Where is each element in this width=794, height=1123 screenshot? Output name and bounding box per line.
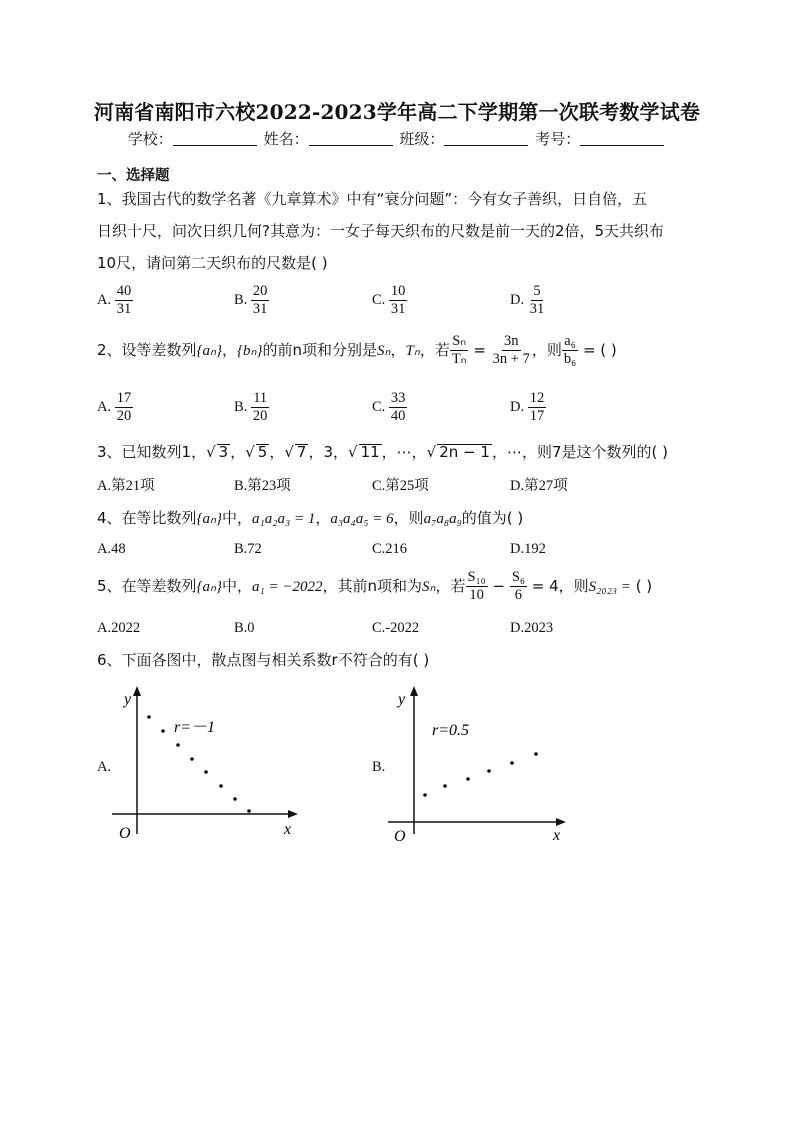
q1-option-c[interactable]: C. $\frac{10}{31}$ bbox=[372, 283, 406, 317]
data-point bbox=[443, 784, 447, 788]
x-axis-label: x bbox=[553, 827, 561, 844]
section-heading: 一、选择题 bbox=[97, 168, 170, 184]
page-title: 河南省南阳市六校2022-2023学年高二下学期第一次联考数学试卷 bbox=[93, 100, 701, 124]
fraction: $\frac{5}{31}$ bbox=[529, 283, 545, 317]
origin-label: O bbox=[394, 828, 406, 844]
fraction: $\frac{12}{17}$ bbox=[529, 390, 545, 424]
q4-stem: 4、在等比数列{aₙ}中，a₁a₂a₃ = 1，a₃a₄a₅ = 6，则a₇a₈a₉的值为( ) bbox=[97, 509, 524, 527]
class-blank[interactable] bbox=[444, 131, 528, 146]
x-axis-arrow-icon bbox=[556, 818, 566, 826]
q5-option-b[interactable]: B.0 bbox=[234, 620, 255, 636]
y-axis-arrow-icon bbox=[133, 686, 141, 696]
fraction: $\frac{\text{Sₙ}}{\text{Tₙ}}$ bbox=[451, 333, 467, 367]
q1-option-a[interactable]: A. $\frac{40}{31}$ bbox=[97, 283, 132, 317]
fraction: $\frac{33}{40}$ bbox=[390, 390, 406, 424]
q6-stem: 6、下面各图中，散点图与相关系数r不符合的有( ) bbox=[97, 651, 430, 669]
name-blank[interactable] bbox=[309, 131, 393, 146]
q3-option-c[interactable]: C.第25项 bbox=[372, 478, 429, 494]
scatter-plot-a bbox=[112, 684, 302, 844]
fraction: $\frac{10}{31}$ bbox=[390, 283, 406, 317]
student-info-line bbox=[0, 128, 794, 149]
number-blank[interactable] bbox=[580, 131, 664, 146]
name-label: 姓名： bbox=[263, 130, 309, 148]
data-point bbox=[423, 793, 427, 797]
q4-option-a[interactable]: A.48 bbox=[97, 541, 126, 557]
q4-option-c[interactable]: C.216 bbox=[372, 541, 408, 557]
scatter-plot-b bbox=[388, 684, 578, 844]
school-label: 学校： bbox=[127, 130, 173, 148]
origin-label: O bbox=[119, 825, 131, 842]
school-blank[interactable] bbox=[173, 131, 257, 146]
data-point bbox=[204, 770, 208, 774]
fraction: $\frac{\text{S₆}}{6}$ bbox=[511, 569, 525, 603]
q1-option-b[interactable]: B. $\frac{20}{31}$ bbox=[234, 283, 268, 317]
fraction: $\frac{40}{31}$ bbox=[116, 283, 132, 317]
q5-stem: 5、在等差数列{aₙ}中，a₁ = −2022，其前n项和为Sₙ，若 $\frac{\text{S₁₀}}{10}$ − $\frac{\text{S₆}}{6}$ = 4，则S₂₀₂₃ = ( ) bbox=[97, 569, 653, 603]
data-point bbox=[161, 729, 165, 733]
x-axis-label: x bbox=[284, 821, 292, 838]
data-point bbox=[190, 757, 194, 761]
q4-option-d[interactable]: D.192 bbox=[510, 541, 546, 557]
y-axis-label: y bbox=[124, 691, 132, 708]
q2-option-b[interactable]: B. $\frac{11}{20}$ bbox=[234, 390, 268, 424]
correlation-label: r=－1 bbox=[174, 719, 216, 736]
q5-option-d[interactable]: D.2023 bbox=[510, 620, 554, 636]
data-point bbox=[247, 809, 251, 813]
q1-option-d[interactable]: D. $\frac{5}{31}$ bbox=[510, 283, 545, 317]
q1-line3: 10尺，请问第二天织布的尺数是( ) bbox=[97, 254, 328, 272]
data-point bbox=[219, 784, 223, 788]
q3-option-a[interactable]: A.第21项 bbox=[97, 478, 155, 494]
q2-stem: 2、设等差数列{aₙ}，{bₙ}的前n项和分别是Sₙ，Tₙ，若 $\frac{\text{Sₙ}}{\text{Tₙ}}$ = $\frac{3n}{3n + 7}$ ，则 $\frac{\text{a₆}}{\text{b₆}}$ = ( ) bbox=[97, 333, 617, 367]
data-point bbox=[176, 743, 180, 747]
q3-option-b[interactable]: B.第23项 bbox=[234, 478, 291, 494]
class-label: 班级： bbox=[399, 130, 445, 148]
q6-option-a-label[interactable]: A. bbox=[97, 759, 112, 775]
q3-stem: 3、已知数列1，√ 3 ，√ 5 ，√ 7 ，3，√ 11 ，⋯，√ 2n − 1 ，⋯，则7是这个数列的( ) bbox=[97, 443, 668, 461]
fraction: $\frac{\text{S₁₀}}{10}$ bbox=[467, 569, 486, 603]
q5-option-c[interactable]: C.-2022 bbox=[372, 620, 420, 636]
fraction: $\frac{\text{a₆}}{\text{b₆}}$ bbox=[563, 333, 577, 367]
fraction: $\frac{11}{20}$ bbox=[252, 390, 268, 424]
y-axis-label: y bbox=[398, 691, 406, 708]
q2-option-a[interactable]: A. $\frac{17}{20}$ bbox=[97, 390, 132, 424]
x-axis-arrow-icon bbox=[288, 810, 298, 818]
correlation-label: r=0.5 bbox=[432, 722, 470, 739]
data-point bbox=[510, 761, 514, 765]
data-point bbox=[466, 777, 470, 781]
data-point bbox=[147, 715, 151, 719]
fraction: $\frac{17}{20}$ bbox=[116, 390, 132, 424]
fraction: $\frac{20}{31}$ bbox=[252, 283, 268, 317]
y-axis-arrow-icon bbox=[410, 686, 418, 696]
number-label: 考号： bbox=[535, 130, 581, 148]
q4-option-b[interactable]: B.72 bbox=[234, 541, 262, 557]
q2-option-c[interactable]: C. $\frac{33}{40}$ bbox=[372, 390, 406, 424]
q1-line2: 日织十尺，问次日织几何?其意为：一女子每天织布的尺数是前一天的2倍，5天共织布 bbox=[97, 222, 665, 240]
q2-option-d[interactable]: D. $\frac{12}{17}$ bbox=[510, 390, 545, 424]
data-point bbox=[534, 752, 538, 756]
q5-option-a[interactable]: A.2022 bbox=[97, 620, 141, 636]
q6-option-b-label[interactable]: B. bbox=[372, 759, 386, 775]
data-point bbox=[233, 797, 237, 801]
data-point bbox=[487, 769, 491, 773]
fraction: $\frac{3n}{3n + 7}$ bbox=[492, 333, 530, 367]
q3-option-d[interactable]: D.第27项 bbox=[510, 478, 568, 494]
q1-line1: 1、我国古代的数学名著《九章算术》中有“衰分问题”：今有女子善织，日自倍，五 bbox=[97, 190, 648, 208]
